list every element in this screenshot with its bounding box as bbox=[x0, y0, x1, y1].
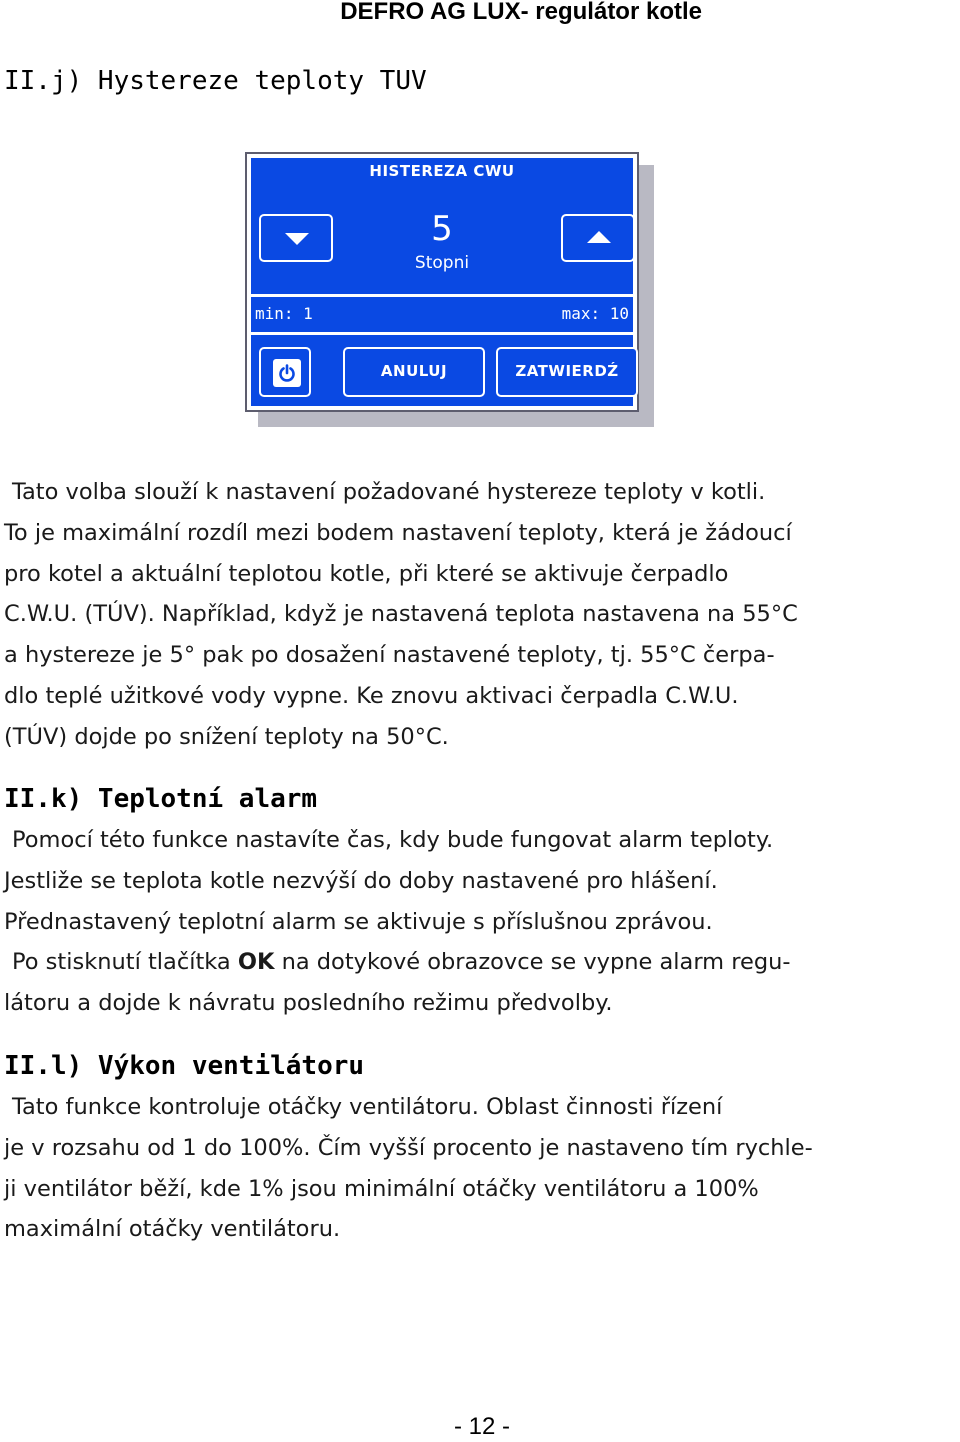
section-title-fan: II.l) Výkon ventilátoru bbox=[4, 1051, 365, 1081]
paragraph-hysteresis bbox=[4, 472, 798, 758]
paragraph-fan bbox=[4, 1087, 813, 1250]
text-line: maximální otáčky ventilátoru. bbox=[4, 1216, 341, 1243]
confirm-button-label: ZATWIERDŹ bbox=[515, 362, 619, 380]
text-line: a hystereze je 5° pak po dosažení nastavené teploty, tj. 55°C čerpa- bbox=[4, 642, 775, 669]
arrow-up-icon bbox=[587, 231, 611, 243]
controller-screen bbox=[245, 152, 639, 412]
text-line: Tato funkce kontroluje otáčky ventilátoru. Oblast činnosti řízení bbox=[12, 1094, 723, 1120]
text-line: Jestliže se teplota kotle nezvýší do doby nastavené pro hlášení. bbox=[4, 867, 718, 894]
min-label: min: 1 bbox=[255, 304, 313, 323]
text-line: dlo teplé užitkové vody vypne. Ke znovu aktivaci čerpadla C.W.U. bbox=[4, 682, 739, 709]
screen-title: HISTEREZA CWU bbox=[369, 162, 515, 180]
text-line: C.W.U. (TÚV). Například, když je nastavená teplota nastavena na 55°C bbox=[4, 601, 798, 628]
text-line bbox=[4, 942, 791, 983]
section-title-alarm: II.k) Teplotní alarm bbox=[4, 784, 318, 814]
text-line: Tato volba slouží k nastavení požadované hystereze teploty v kotli. bbox=[12, 479, 766, 505]
text-line: látoru a dojde k návratu posledního režimu předvolby. bbox=[4, 990, 613, 1017]
hysteresis-unit: Stopni bbox=[414, 253, 470, 273]
screen-divider bbox=[251, 294, 633, 297]
paragraph-alarm bbox=[4, 820, 791, 1024]
document-header: DEFRO AG LUX- regulátor kotle bbox=[340, 0, 702, 25]
page-number bbox=[0, 1412, 960, 1442]
ok-keyword: OK bbox=[237, 949, 275, 976]
text-run: Po stisknutí tlačítka bbox=[12, 949, 238, 976]
page-number-text: - 12 - bbox=[453, 1413, 510, 1440]
increase-button[interactable] bbox=[561, 214, 635, 262]
section-title-hysteresis: II.j) Hystereze teploty TUV bbox=[4, 66, 427, 96]
text-line: Přednastavený teplotní alarm se aktivuje s příslušnou zprávou. bbox=[4, 908, 713, 935]
text-line: je v rozsahu od 1 do 100%. Čím vyšší procento je nastaveno tím rychle- bbox=[4, 1134, 813, 1161]
text-line: Pomocí této funkce nastavíte čas, kdy bude fungovat alarm teploty. bbox=[12, 827, 774, 853]
screen-divider-bottom bbox=[251, 332, 633, 335]
text-line: pro kotel a aktuální teplotou kotle, při které se aktivuje čerpadlo bbox=[4, 560, 729, 587]
cancel-button-label: ANULUJ bbox=[380, 362, 448, 380]
max-label: max: 10 bbox=[561, 304, 629, 323]
cancel-button[interactable] bbox=[343, 347, 485, 397]
confirm-button[interactable] bbox=[496, 347, 638, 397]
screen-panel bbox=[251, 158, 633, 406]
text-line: (TÚV) dojde po snížení teploty na 50°C. bbox=[4, 723, 449, 750]
text-line: ji ventilátor běží, kde 1% jsou minimální otáčky ventilátoru a 100% bbox=[4, 1175, 759, 1202]
hysteresis-value: 5 bbox=[431, 209, 453, 249]
power-button[interactable] bbox=[259, 347, 311, 397]
text-line: To je maximální rozdíl mezi bodem nastavení teploty, která je žádoucí bbox=[4, 519, 792, 546]
power-icon bbox=[273, 359, 301, 387]
text-run: na dotykové obrazovce se vypne alarm regu- bbox=[274, 949, 791, 976]
